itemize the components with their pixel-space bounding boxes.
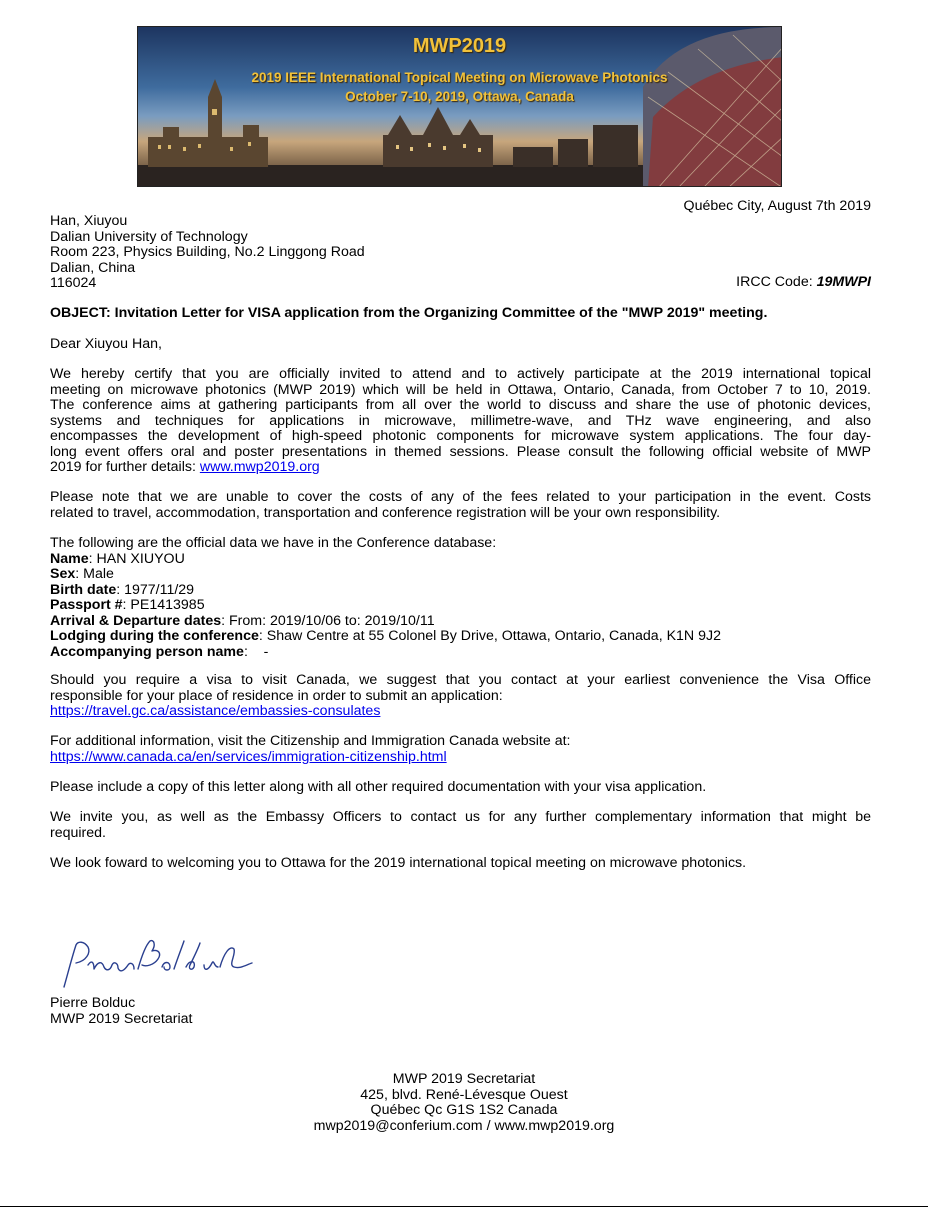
costs-paragraph [50,490,871,521]
signatory-title: MWP 2019 Secretariat [50,1010,193,1027]
paragraph-line: required. [50,824,106,841]
field-value: : Shaw Centre at 55 Colonel By Drive, Ottawa, Ontario, Canada, K1N 9J2 [258,628,721,644]
include-copy: Please include a copy of this letter along with all other required documentation with your visa application. [50,779,707,795]
embassies-link[interactable]: https://travel.gc.ca/assistance/embassies-consulates [50,703,381,719]
letter-object: OBJECT: Invitation Letter for VISA application from the Organizing Committee of the "MWP 2019" meeting. [50,305,768,321]
field-label: Arrival & Departure dates [50,612,222,629]
field-arrival-departure [50,614,871,630]
paragraph-text: 2019 for further details: [50,459,200,475]
recipient-address-line1: Room 223, Physics Building, No.2 Linggong Road [50,244,365,260]
handwritten-signature [58,935,258,993]
paragraph-line: We invite you, as well as the Embassy Officers to contact us for any further complementary information that might be [50,809,871,825]
closing: We look foward to welcoming you to Ottawa for the 2019 international topical meeting on microwave photonics. [50,855,747,871]
cic-paragraph [50,734,871,765]
salutation: Dear Xiuyou Han, [50,336,162,352]
paragraph-line: For additional information, visit the Citizenship and Immigration Canada website at: [50,733,571,749]
invite-paragraph [50,810,871,841]
recipient-address-line2: Dalian, China [50,259,136,276]
field-birth-date [50,583,871,599]
footer-line: 425, blvd. René-Lévesque Ouest [360,1086,568,1103]
paragraph-line: Please note that we are unable to cover the costs of any of the fees related to your participation in the event. Costs [50,489,871,505]
footer-line: Québec Qc G1S 1S2 Canada [370,1102,558,1118]
field-label: Birth date [50,581,117,598]
banner-dates: October 7-10, 2019, Ottawa, Canada [345,89,574,104]
field-value: : HAN XIUYOU [88,550,185,567]
field-label: Name [50,550,89,567]
field-value: : - [243,643,269,660]
conference-banner [137,26,782,187]
visa-paragraph [50,673,871,720]
cic-link[interactable]: https://www.canada.ca/en/services/immigration-citizenship.html [50,748,447,765]
paragraph-line: systems and techniques for applications in microwave, millimetre-wave, and THz wave engineering, and also [50,412,871,429]
recipient-address [50,214,365,292]
field-name [50,552,871,568]
field-label: Sex [50,566,76,582]
field-label: Passport # [50,597,123,613]
field-passport [50,598,871,614]
paragraph-line: We hereby certify that you are officially invited to attend and to actively participate at the 2019 international topical [50,366,871,382]
participant-data [50,536,871,660]
footer-line: MWP 2019 Secretariat [392,1071,536,1087]
paragraph-line [50,460,871,476]
invitation-paragraph [50,367,871,476]
paragraph-line: Should you require a visa to visit Canada, we suggest that you contact at your earliest convenience the Visa Office [50,672,871,688]
paragraph-line: encompasses the development of high-speed photonic components for microwave system applications. The four day- [50,428,871,444]
signature-block [50,996,192,1027]
field-sex [50,567,871,583]
field-label: Accompanying person name [50,643,244,660]
paragraph-line: The conference aims at gathering participants from all over the world to discuss and share the use of photonic devices, [50,397,871,413]
field-value: : PE1413985 [122,597,205,613]
ircc-label: IRCC Code: [736,274,817,290]
signatory-name: Pierre Bolduc [50,995,136,1011]
field-label: Lodging during the conference [50,628,259,644]
footer-contact: mwp2019@conferium.com / www.mwp2019.org [313,1117,615,1134]
field-value: : Male [75,566,114,582]
recipient-name: Han, Xiuyou [50,213,128,229]
data-intro: The following are the official data we have in the Conference database: [50,535,497,551]
ircc-code [736,275,871,291]
recipient-postal: 116024 [50,275,97,291]
page-bottom-rule [0,1206,928,1207]
paragraph-line: meeting on microwave photonics (MWP 2019) which will be held in Ottawa, Ontario, Canada, from October 7 to 10, 2019. [50,381,871,398]
field-lodging [50,629,871,645]
recipient-institution: Dalian University of Technology [50,228,248,245]
field-value: : From: 2019/10/06 to: 2019/10/11 [221,612,435,629]
footer-address [0,1072,928,1134]
field-value: : 1977/11/29 [116,581,195,598]
ircc-value: 19MWPI [816,274,871,290]
paragraph-line: responsible for your place of residence in order to submit an application: [50,687,503,704]
paragraph-line: long event offers oral and poster presentations in themed sessions. Please consult the following official website of MWP [50,443,871,460]
place-date: Québec City, August 7th 2019 [683,198,871,214]
banner-title: MWP2019 [412,35,507,57]
paragraph-line: related to travel, accommodation, transportation and conference registration will be your own responsibility. [50,504,721,521]
field-accompanying [50,645,871,661]
website-link[interactable]: www.mwp2019.org [199,459,320,475]
banner-subtitle: 2019 IEEE International Topical Meeting on Microwave Photonics [251,70,668,85]
